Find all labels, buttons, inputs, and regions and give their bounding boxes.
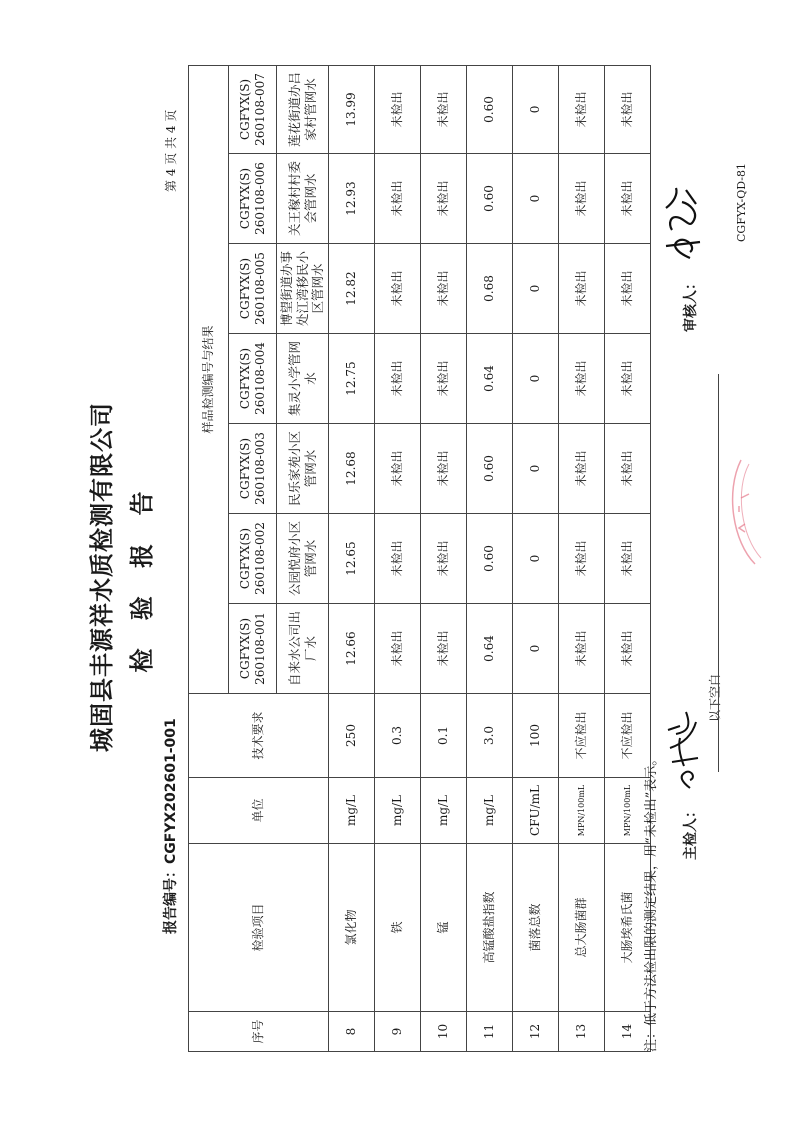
row-result: 0 <box>513 514 559 604</box>
row-result: 未检出 <box>605 334 651 424</box>
row-requirement: 不应检出 <box>559 694 605 778</box>
row-item: 氯化物 <box>329 844 375 1012</box>
row-unit: CFU/mL <box>513 778 559 844</box>
table-row <box>375 65 421 1051</box>
row-result: 未检出 <box>375 334 421 424</box>
sample-code: CGFYX(S) 260108-003 <box>229 424 277 514</box>
row-result: 0 <box>513 424 559 514</box>
sample-code: CGFYX(S) 260108-004 <box>229 334 277 424</box>
reviewer-signature <box>660 184 706 264</box>
report-number-value: CGFYX202601-001 <box>163 718 179 864</box>
row-result: 未检出 <box>421 604 467 694</box>
row-result: 12.66 <box>329 604 375 694</box>
row-number: 9 <box>375 1012 421 1052</box>
table-row <box>513 65 559 1051</box>
row-result: 未检出 <box>375 154 421 244</box>
row-result: 12.68 <box>329 424 375 514</box>
sample-code: CGFYX(S) 260108-001 <box>229 604 277 694</box>
row-item: 大肠埃希氏菌 <box>605 844 651 1012</box>
row-result: 未检出 <box>605 244 651 334</box>
row-result: 未检出 <box>605 154 651 244</box>
header-seq: 序号 <box>189 1012 329 1052</box>
table-row <box>467 65 513 1051</box>
row-result: 未检出 <box>559 424 605 514</box>
header-unit: 单位 <box>189 778 329 844</box>
row-result: 12.93 <box>329 154 375 244</box>
sample-location: 博望街道办事处江湾移民小区管网水 <box>277 244 329 334</box>
row-number: 12 <box>513 1012 559 1052</box>
form-code: CGFYX-QD-81 <box>735 162 748 242</box>
row-result: 0.60 <box>467 65 513 153</box>
sample-location: 莲花街道办吕家村管网水 <box>277 65 329 153</box>
row-result: 未检出 <box>421 154 467 244</box>
sample-code: CGFYX(S) 260108-007 <box>229 65 277 153</box>
row-item: 菌落总数 <box>513 844 559 1012</box>
report-number <box>160 718 180 934</box>
row-item: 总大肠菌群 <box>559 844 605 1012</box>
row-result: 未检出 <box>375 244 421 334</box>
row-number: 14 <box>605 1012 651 1052</box>
table-row <box>559 65 605 1051</box>
sample-location: 公园悦府小区管网水 <box>277 514 329 604</box>
row-result: 未检出 <box>421 65 467 153</box>
row-number: 8 <box>329 1012 375 1052</box>
row-result: 未检出 <box>559 244 605 334</box>
row-requirement: 0.1 <box>421 694 467 778</box>
row-requirement: 100 <box>513 694 559 778</box>
inspector-label: 主检人： <box>683 804 699 860</box>
table-row <box>421 65 467 1051</box>
row-requirement: 0.3 <box>375 694 421 778</box>
sample-location: 民乐家苑小区管网水 <box>277 424 329 514</box>
row-item: 铁 <box>375 844 421 1012</box>
row-unit: mg/L <box>329 778 375 844</box>
row-result: 未检出 <box>375 514 421 604</box>
row-result: 未检出 <box>605 65 651 153</box>
report-number-label: 报告编号： <box>163 864 179 934</box>
row-result: 0.60 <box>467 514 513 604</box>
results-body <box>329 65 651 1051</box>
sample-code: CGFYX(S) 260108-006 <box>229 154 277 244</box>
header-requirement: 技术要求 <box>189 694 329 778</box>
row-result: 12.65 <box>329 514 375 604</box>
blank-divider <box>718 374 719 772</box>
row-unit: mg/L <box>467 778 513 844</box>
row-result: 未检出 <box>559 154 605 244</box>
row-item: 锰 <box>421 844 467 1012</box>
row-requirement: 3.0 <box>467 694 513 778</box>
row-result: 未检出 <box>605 424 651 514</box>
company-title: 城固县丰源祥水质检测有限公司 <box>88 402 116 752</box>
row-result: 未检出 <box>375 604 421 694</box>
row-result: 0 <box>513 334 559 424</box>
results-table <box>188 65 651 1052</box>
row-requirement: 不应检出 <box>605 694 651 778</box>
row-result: 0.68 <box>467 244 513 334</box>
row-number: 13 <box>559 1012 605 1052</box>
row-result: 0.64 <box>467 604 513 694</box>
reviewer-label: 审核人： <box>683 276 699 332</box>
row-unit: mg/L <box>375 778 421 844</box>
footnote: 注：低于方法检出限的测定结果，用“未检出”表示。 <box>644 752 659 1052</box>
header-item: 检验项目 <box>189 844 329 1012</box>
row-number: 11 <box>467 1012 513 1052</box>
row-result: 0 <box>513 65 559 153</box>
row-result: 0.64 <box>467 334 513 424</box>
row-result: 0 <box>513 154 559 244</box>
row-result: 未检出 <box>421 514 467 604</box>
row-unit: mg/L <box>421 778 467 844</box>
row-result: 未检出 <box>421 244 467 334</box>
sample-location: 关王稼村村委会管网水 <box>277 154 329 244</box>
row-result: 12.82 <box>329 244 375 334</box>
row-result: 未检出 <box>559 604 605 694</box>
row-number: 10 <box>421 1012 467 1052</box>
sample-location: 集灵小学管网水 <box>277 334 329 424</box>
row-result: 未检出 <box>375 65 421 153</box>
sample-code: CGFYX(S) 260108-005 <box>229 244 277 334</box>
row-result: 未检出 <box>421 424 467 514</box>
row-result: 0 <box>513 604 559 694</box>
blank-marker: 以下空白 <box>708 673 722 722</box>
row-result: 未检出 <box>559 514 605 604</box>
row-result: 未检出 <box>559 334 605 424</box>
row-result: 未检出 <box>421 334 467 424</box>
sample-location: 自来水公司出厂水 <box>277 604 329 694</box>
sample-code: CGFYX(S) 260108-002 <box>229 514 277 604</box>
row-result: 12.75 <box>329 334 375 424</box>
header-results: 样品检测编号与结果 <box>189 65 229 693</box>
row-item: 高锰酸盐指数 <box>467 844 513 1012</box>
row-result: 未检出 <box>375 424 421 514</box>
report-title: 检 验 报 告 <box>128 481 156 673</box>
official-seal-icon <box>715 452 775 572</box>
row-result: 0.60 <box>467 424 513 514</box>
row-unit: MPN/100mL <box>559 778 605 844</box>
table-row <box>329 65 375 1051</box>
row-result: 0.60 <box>467 154 513 244</box>
row-unit: MPN/100mL <box>605 778 651 844</box>
row-requirement: 250 <box>329 694 375 778</box>
row-result: 0 <box>513 244 559 334</box>
row-result: 未检出 <box>605 514 651 604</box>
page-number: 第 4 页 共 4 页 <box>164 109 178 192</box>
row-result: 13.99 <box>329 65 375 153</box>
row-result: 未检出 <box>605 604 651 694</box>
inspector-signature <box>662 702 704 792</box>
row-result: 未检出 <box>559 65 605 153</box>
